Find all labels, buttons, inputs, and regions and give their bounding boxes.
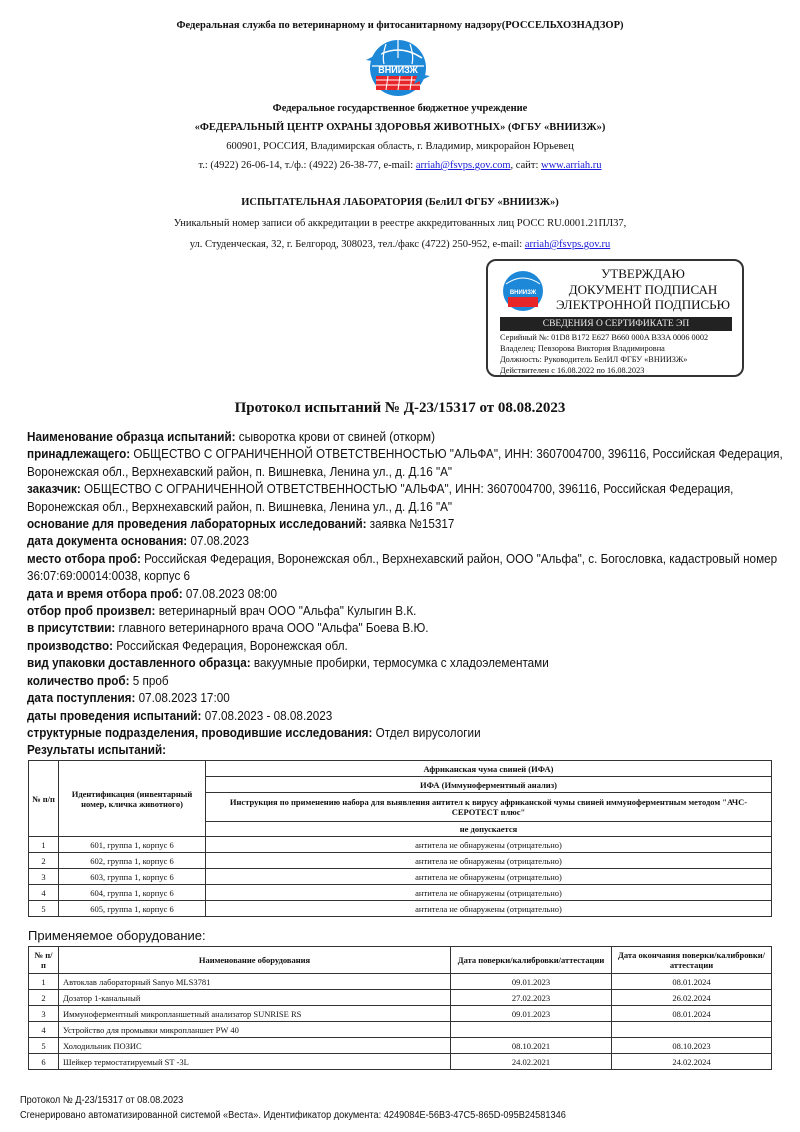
field-owner: принадлежащего: ОБЩЕСТВО С ОГРАНИЧЕННОЙ ОТВЕТСТВЕННОСТЬЮ "АЛЬФА", ИНН: 3607004700, 396116, Российская Федерация, Воронежская обл., Верхнехавский район, п. Вишневка, Ленина ул., д. Д.16 "А" [27, 446, 783, 479]
table-row: 3 Иммуноферментный микропланшетный анализатор SUNRISE RS 09.01.2023 08.01.2024 [29, 1006, 772, 1022]
stamp-signed: ДОКУМЕНТ ПОДПИСАН [568, 282, 718, 297]
stamp-position: Должность: Руководитель БелИЛ ФГБУ «ВНИИЗЖ» [500, 355, 688, 364]
table-row: 6 Шейкер термостатируемый ST -3L 24.02.2021 24.02.2024 [29, 1054, 772, 1070]
results-table [28, 760, 772, 917]
vniizzh-logo-icon [362, 36, 434, 100]
stamp-serial: Серийный №: 01D8 B172 E627 B660 000A B33A 0006 0002 [500, 333, 709, 342]
table-row: 4 Устройство для промывки микропланшет PW 40 [29, 1022, 772, 1038]
field-received-date: дата поступления: 07.08.2023 17:00 [27, 690, 230, 706]
field-sample-name: Наименование образца испытаний: сыворотка крови от свиней (откорм) [27, 429, 435, 444]
table-row: 5 Холодильник ПОЗИС 08.10.2021 08.10.2023 [29, 1038, 772, 1054]
field-sampling-datetime: дата и время отбора проб: 07.08.2023 08:00 [27, 585, 278, 601]
equipment-heading: Применяемое оборудование: [28, 928, 206, 943]
results-disease: Африканская чума свиней (ИФА) [206, 761, 772, 777]
results-col-num: № п/п [29, 761, 59, 837]
lab-address: ул. Студенческая, 32, г. Белгород, 308023, тел./факс (4722) 250-952, e-mail: arriah@fsvps.gov.ru [189, 239, 611, 250]
table-row: 4 604, группа 1, корпус 6 антитела не обнаружены (отрицательно) [29, 885, 772, 901]
field-basis-date: дата документа основания: 07.08.2023 [27, 533, 250, 549]
protocol-title: Протокол испытаний № Д-23/15317 от 08.08.2023 [234, 400, 566, 416]
org-site-link[interactable]: www.arriah.ru [541, 160, 602, 171]
table-row: 1 Автоклав лабораторный Sanyo MLS3781 09.01.2023 08.01.2024 [29, 974, 772, 990]
footer-protocol: Протокол № Д-23/15317 от 08.08.2023 [20, 1095, 184, 1106]
footer-generated: Сгенерировано автоматизированной системой «Веста». Идентификатор документа: 4249084E-56B3-47C5-865D-095B24581346 [20, 1110, 566, 1121]
stamp-signed-esign: ЭЛЕКТРОННОЙ ПОДПИСЬЮ [556, 297, 730, 312]
org-contacts: т.: (4922) 26-06-14, т./ф.: (4922) 26-38-77, e-mail: arriah@fsvps.gov.com, сайт: www.arriah.ru [198, 160, 602, 171]
protocol-fields [27, 428, 793, 759]
lab-block [0, 192, 800, 255]
organization-block [0, 99, 800, 175]
table-row: 2 602, группа 1, корпус 6 антитела не обнаружены (отрицательно) [29, 853, 772, 869]
results-instruction: Инструкция по применению набора для выявления антител к вирусу африканской чумы свиней иммуноферментным методом "АЧС-СЕРОТЕСТ плюс" [206, 793, 772, 822]
field-test-dates: даты проведения испытаний: 07.08.2023 - 08.08.2023 [27, 707, 333, 723]
org-email-link[interactable]: arriah@fsvps.gov.com [415, 160, 511, 171]
equipment-col-name: Наименование оборудования [59, 947, 451, 974]
svg-text:ВНИИЗЖ: ВНИИЗЖ [378, 65, 418, 75]
results-col-id: Идентификация (инвентарный номер, кличка животного) [59, 761, 206, 837]
field-packaging: вид упаковки доставленного образца: вакуумные пробирки, термосумка с хладоэлементами [27, 655, 549, 671]
equipment-table [28, 946, 772, 1070]
equipment-col-date: Дата поверки/калибровки/аттестации [451, 947, 612, 974]
org-type: Федеральное государственное бюджетное учреждение [272, 103, 528, 114]
table-row: 3 603, группа 1, корпус 6 антитела не обнаружены (отрицательно) [29, 869, 772, 885]
field-departments: структурные подразделения, проводившие исследования: Отдел вирусологии [27, 724, 481, 740]
table-row: 2 Дозатор 1-канальный 27.02.2023 26.02.2024 [29, 990, 772, 1006]
stamp-owner: Владелец: Певзорова Виктория Владимировна [500, 344, 665, 353]
stamp-approve: УТВЕРЖДАЮ [601, 266, 685, 281]
table-row: 1 601, группа 1, корпус 6 антитела не обнаружены (отрицательно) [29, 837, 772, 853]
agency-header: Федеральная служба по ветеринарному и фитосанитарному надзору(РОССЕЛЬХОЗНАДЗОР) [176, 20, 624, 31]
electronic-signature-stamp [486, 259, 744, 377]
stamp-valid: Действителен с 16.08.2022 по 16.08.2023 [500, 366, 645, 375]
results-heading: Результаты испытаний: [27, 742, 167, 758]
page-footer [20, 1093, 566, 1123]
stamp-logo-icon [500, 268, 546, 314]
lab-accreditation: Уникальный номер записи об аккредитации в реестре аккредитованных лиц РОСС RU.0001.21ПЛ37, [173, 218, 627, 229]
field-sampling-place: место отбора проб: Российская Федерация, Воронежская обл., Верхнехавский район, ООО "Альфа", с. Богословка, кадастровый номер 36:07:69:00014:0038, корпус 6 [27, 550, 778, 584]
field-presence: в присутствии: главного ветеринарного врача ООО "Альфа" Боева В.Ю. [27, 620, 429, 636]
stamp-cert-bar: СВЕДЕНИЯ О СЕРТИФИКАТЕ ЭП [500, 317, 732, 331]
equipment-col-end: Дата окончания поверки/калибровки/аттестации [612, 947, 772, 974]
field-production: производство: Российская Федерация, Воронежская обл. [27, 637, 348, 653]
field-sample-count: количество проб: 5 проб [27, 672, 169, 688]
org-name: «ФЕДЕРАЛЬНЫЙ ЦЕНТР ОХРАНЫ ЗДОРОВЬЯ ЖИВОТНЫХ» (ФГБУ «ВНИИЗЖ») [194, 122, 606, 133]
field-basis: основание для проведения лабораторных исследований: заявка №15317 [27, 516, 455, 532]
equipment-col-num: № п/п [29, 947, 59, 974]
stamp-cert-info [500, 332, 740, 376]
org-address: 600901, РОССИЯ, Владимирская область, г. Владимир, микрорайон Юрьевец [226, 141, 574, 152]
results-method: ИФА (Иммуноферментный анализ) [206, 777, 772, 793]
svg-text:ВНИИЗЖ: ВНИИЗЖ [509, 290, 537, 296]
results-norm: не допускается [206, 822, 772, 837]
field-sampled-by: отбор проб произвел: ветеринарный врач ООО "Альфа" Кулыгин В.К. [27, 603, 417, 619]
lab-email-link[interactable]: arriah@fsvps.gov.ru [524, 239, 611, 250]
lab-name: ИСПЫТАТЕЛЬНАЯ ЛАБОРАТОРИЯ (БелИЛ ФГБУ «ВНИИЗЖ») [241, 197, 559, 208]
field-customer: заказчик: ОБЩЕСТВО С ОГРАНИЧЕННОЙ ОТВЕТСТВЕННОСТЬЮ "АЛЬФА", ИНН: 3607004700, 396116, Российская Федерация, Воронежская обл., Верхнехавский район, п. Вишневка, Ленина ул., д. Д.16 "А" [27, 481, 734, 514]
table-row: 5 605, группа 1, корпус 6 антитела не обнаружены (отрицательно) [29, 901, 772, 917]
